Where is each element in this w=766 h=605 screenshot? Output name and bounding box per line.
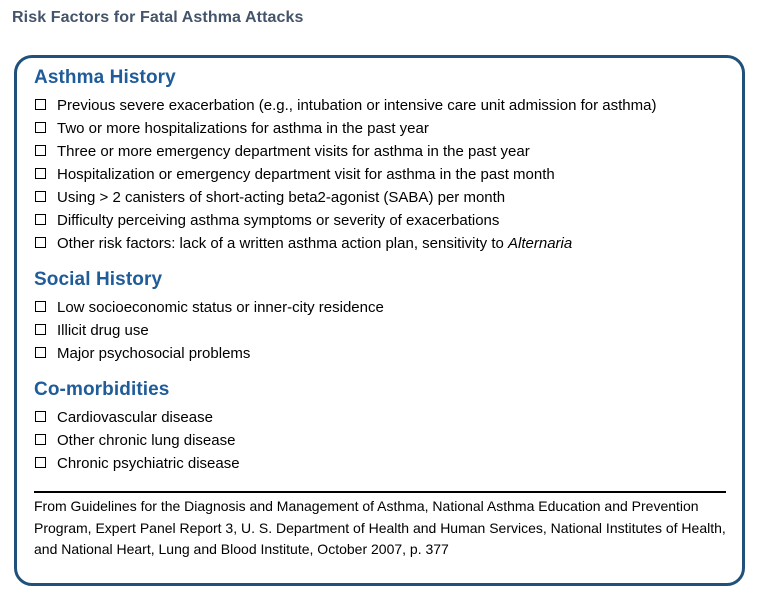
list-item — [34, 117, 726, 140]
list-item — [34, 429, 726, 452]
sections-container — [34, 67, 726, 475]
section-social-history — [34, 269, 726, 365]
checkbox-square-icon — [35, 122, 46, 133]
checkbox-square-icon — [35, 301, 46, 312]
list-item — [34, 94, 726, 117]
list-item — [34, 342, 726, 365]
checkbox-square-icon — [35, 411, 46, 422]
checkbox-square-icon — [35, 168, 46, 179]
footnote-divider — [34, 491, 726, 493]
checkbox-square-icon — [35, 324, 46, 335]
list-item — [34, 186, 726, 209]
list-item-text: Three or more emergency department visits for asthma in the past year — [57, 143, 530, 160]
list-item-text: Difficulty perceiving asthma symptoms or severity of exacerbations — [57, 212, 500, 229]
footnote-block — [34, 491, 726, 561]
list-item-text: Chronic psychiatric disease — [57, 455, 240, 472]
italic-term: Alternaria — [508, 235, 573, 252]
list-item-text: Illicit drug use — [57, 322, 149, 339]
section-heading: Co-morbidities — [34, 379, 170, 400]
checkbox-square-icon — [35, 434, 46, 445]
item-list — [34, 296, 726, 365]
list-item — [34, 406, 726, 429]
list-item — [34, 140, 726, 163]
checkbox-square-icon — [35, 457, 46, 468]
list-item-text: Cardiovascular disease — [57, 409, 213, 426]
checkbox-square-icon — [35, 99, 46, 110]
list-item — [34, 452, 726, 475]
list-item-text: Using > 2 canisters of short-acting beta2-agonist (SABA) per month — [57, 189, 506, 206]
list-item-text: Hospitalization or emergency department visit for asthma in the past month — [57, 166, 555, 183]
checkbox-square-icon — [35, 214, 46, 225]
page-title: Risk Factors for Fatal Asthma Attacks — [12, 9, 304, 26]
list-item-text: Other chronic lung disease — [57, 432, 236, 449]
list-item-text: Previous severe exacerbation (e.g., intubation or intensive care unit admission for asthma) — [57, 97, 657, 114]
section-heading: Asthma History — [34, 67, 176, 88]
list-item — [34, 232, 726, 255]
item-list — [34, 94, 726, 255]
section-asthma-history — [34, 67, 726, 255]
item-list — [34, 406, 726, 475]
list-item-text: Major psychosocial problems — [57, 345, 251, 362]
section-heading: Social History — [34, 269, 163, 290]
checkbox-square-icon — [35, 145, 46, 156]
section-co-morbidities — [34, 379, 726, 475]
risk-factors-panel — [14, 55, 745, 586]
list-item — [34, 163, 726, 186]
list-item — [34, 319, 726, 342]
checkbox-square-icon — [35, 347, 46, 358]
list-item-text: Low socioeconomic status or inner-city residence — [57, 299, 384, 316]
list-item — [34, 296, 726, 319]
checkbox-square-icon — [35, 237, 46, 248]
list-item-text: Two or more hospitalizations for asthma in the past year — [57, 120, 429, 137]
source-citation: From Guidelines for the Diagnosis and Management of Asthma, National Asthma Education and Prevention Program, Expert Panel Report 3, U. S. Department of Health and Human Services, National Institutes of Health, and National Heart, Lung and Blood Institute, October 2007, p. 377 — [34, 498, 726, 557]
list-item-text: Other risk factors: lack of a written asthma action plan, sensitivity to — [57, 235, 509, 252]
checkbox-square-icon — [35, 191, 46, 202]
list-item — [34, 209, 726, 232]
